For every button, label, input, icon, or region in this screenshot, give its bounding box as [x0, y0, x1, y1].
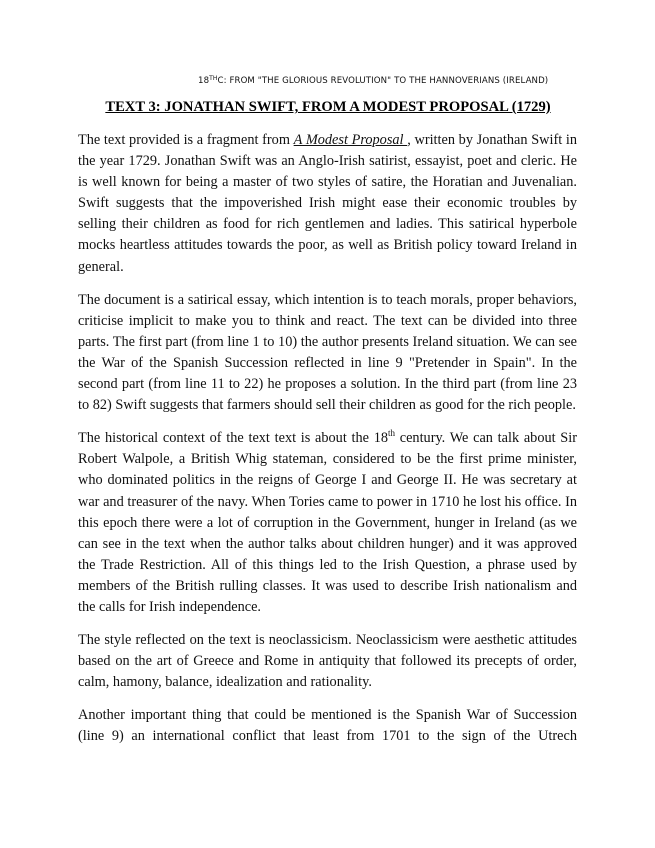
paragraph-historical-context — [78, 428, 577, 618]
paragraph-text: The text provided is a fragment from — [78, 132, 294, 148]
document-body — [78, 130, 577, 760]
header-century-suffix: TH — [209, 75, 218, 82]
ordinal-suffix: th — [388, 428, 396, 439]
paragraph-structure: The document is a satirical essay, which intention is to teach morals, proper behaviors, criticise implicit to make you to think and react. The text can be divided into three parts. The first part (from line 1 to 10) the author presents Ireland situation. We can see the War of the Spanish Succession reflected in line 9 "Pretender in Spain". In the second part (from line 11 to 22) he proposes a solution. In the third part (from line 23 to 82) Swift suggests that farmers should sell their children as good for the rich people. — [78, 291, 577, 414]
paragraph-text: The historical context of the text text is about the 18 — [78, 430, 388, 447]
paragraph-text: century. We can talk about Sir Robert Walpole, a British Whig stateman, considered to be the first prime minister, who dominated politics in the reigns of George I and George II. He was secretary at war and treasurer of the navy. When Tories came to power in 1710 he lost his office. In this epoch there were a lot of corruption in the Government, hunger in Ireland (as we can see in the text when the author talks about children hunger) and it was approved the Trade Restriction. All of this things led to the Irish Question, a phrase used by members of the British rulling classes. It was used to describe Irish nationalism and the calls for Irish independence. — [78, 430, 577, 615]
paragraph-style: The style reflected on the text is neoclassicism. Neoclassicism were aesthetic attitudes based on the art of Greece and Rome in antiquity that followed its precepts of order, calm, hamony, balance, idealization and rationality. — [78, 632, 577, 691]
paragraph-text: , written by Jonathan Swift in the year 1729. Jonathan Swift was an Anglo-Irish satirist, essayist, poet and cleric. He is well known for being a master of two styles of satire, the Horatian and Juvenalian. Swift suggests that the impoverished Irish might ease their economic troubles by selling their children as food for rich gentlemen and ladies. This satirical hyperbole mocks heartless attitudes towards the poor, as well as British policy toward Ireland in general. — [78, 132, 577, 275]
header-text: C: FROM "THE GLORIOUS REVOLUTION" TO THE HANNOVERIANS (IRELAND) — [217, 76, 549, 86]
paragraph-introduction — [78, 130, 577, 278]
running-header — [198, 75, 588, 86]
paragraph-war-of-succession: Another important thing that could be mentioned is the Spanish War of Succession (line 9) an international conflict that least from 1701 to the sign of the Utrech — [78, 707, 577, 745]
book-title: A Modest Proposal — [293, 132, 408, 148]
header-century: 18 — [198, 76, 210, 86]
document-title: TEXT 3: JONATHAN SWIFT, FROM A MODEST PROPOSAL (1729) — [105, 99, 551, 115]
